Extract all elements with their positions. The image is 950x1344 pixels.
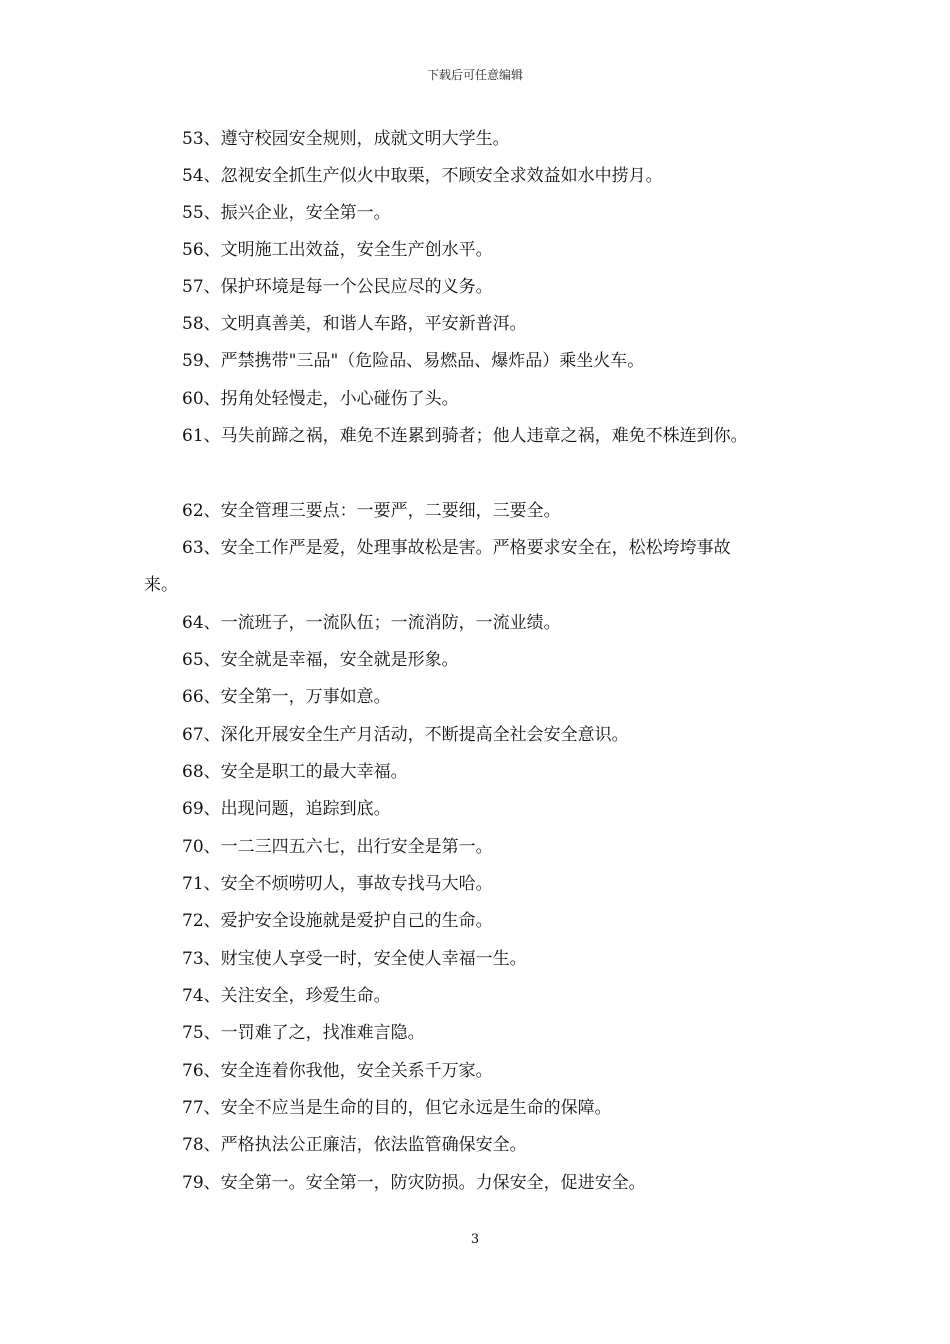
list-item: 60、拐角处轻慢走，小心碰伤了头。 — [182, 389, 459, 409]
list-item: 78、严格执法公正廉洁，依法监管确保安全。 — [182, 1135, 527, 1155]
list-item: 55、振兴企业，安全第一。 — [182, 203, 391, 223]
list-item: 54、忽视安全抓生产似火中取栗，不顾安全求效益如水中捞月。 — [182, 166, 663, 186]
list-item: 69、出现问题，追踪到底。 — [182, 799, 391, 819]
list-item: 76、安全连着你我他，安全关系千万家。 — [182, 1061, 493, 1081]
list-item: 75、一罚难了之，找准难言隐。 — [182, 1023, 425, 1043]
list-item: 73、财宝使人享受一时，安全使人幸福一生。 — [182, 949, 527, 969]
list-item: 72、爱护安全设施就是爱护自己的生命。 — [182, 911, 493, 931]
list-item: 74、关注安全，珍爱生命。 — [182, 986, 391, 1006]
list-item: 56、文明施工出效益，安全生产创水平。 — [182, 240, 493, 260]
list-item: 66、安全第一，万事如意。 — [182, 687, 391, 707]
list-item: 62、安全管理三要点：一要严，二要细，三要全。 — [182, 501, 561, 521]
list-item: 71、安全不烦唠叨人，事故专找马大哈。 — [182, 874, 493, 894]
page-header: 下载后可任意编辑 — [426, 68, 523, 82]
list-item: 63、安全工作严是爱，处理事故松是害。严格要求安全在，松松垮垮事故 — [182, 538, 731, 558]
list-item: 65、安全就是幸福，安全就是形象。 — [182, 650, 459, 670]
list-item: 59、严禁携带"三品"（危险品、易燃品、爆炸品）乘坐火车。 — [182, 351, 645, 371]
list-item: 53、遵守校园安全规则，成就文明大学生。 — [182, 129, 510, 149]
list-item-continuation: 来。 — [144, 575, 178, 595]
list-item: 67、深化开展安全生产月活动，不断提高全社会安全意识。 — [182, 725, 629, 745]
list-item: 70、一二三四五六七，出行安全是第一。 — [182, 837, 493, 857]
list-item: 64、一流班子，一流队伍；一流消防，一流业绩。 — [182, 613, 561, 633]
list-item: 57、保护环境是每一个公民应尽的义务。 — [182, 277, 493, 297]
list-item: 79、安全第一。安全第一，防灾防损。力保安全，促进安全。 — [182, 1173, 646, 1193]
list-item: 68、安全是职工的最大幸福。 — [182, 762, 408, 782]
list-item: 77、安全不应当是生命的目的，但它永远是生命的保障。 — [182, 1098, 612, 1118]
page-number: 3 — [470, 1232, 480, 1247]
list-item: 58、文明真善美，和谐人车路，平安新普洱。 — [182, 314, 527, 334]
list-item: 61、马失前蹄之祸，难免不连累到骑者；他人违章之祸，难免不株连到你。 — [182, 426, 748, 446]
